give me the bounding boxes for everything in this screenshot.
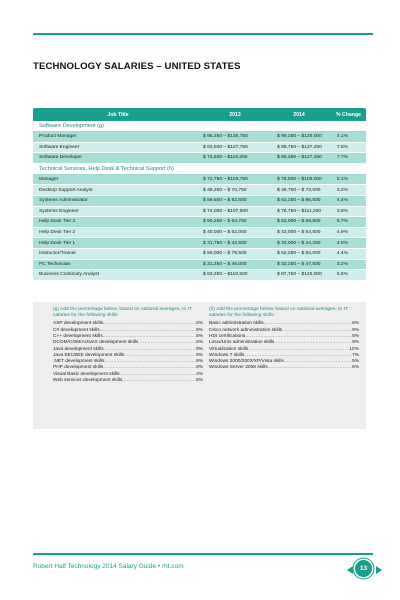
- skill-label: Windows Server 2008 skills: [209, 365, 268, 371]
- job-title-cell: Systems Engineer: [39, 208, 79, 214]
- percent-change-cell: 5.5%: [336, 272, 348, 278]
- salary-2014-cell: $ 99,250 – $136,000: [277, 134, 322, 140]
- skill-label: C# development skills: [53, 327, 100, 333]
- skill-percentage: 5%: [352, 359, 359, 365]
- skill-premium-item: [209, 365, 359, 371]
- skill-label: Windows 2000/2003/XP/Vista skills: [209, 359, 284, 365]
- percent-change-cell: 4.4%: [336, 251, 348, 257]
- support-skills-intro: (h) Add the percentage below, based on national averages, to IT salaries for the following skills:: [209, 307, 348, 319]
- salary-2013-cell: $ 72,750 – $103,750: [203, 177, 248, 183]
- skill-label: Web services development skills: [53, 378, 123, 384]
- skill-percentage: 9%: [196, 327, 203, 333]
- percent-change-cell: 5.7%: [336, 219, 348, 225]
- salary-2014-cell: $ 53,000 – $ 68,500: [277, 219, 321, 225]
- salary-table: [33, 108, 366, 281]
- skill-percentage: 9%: [196, 359, 203, 365]
- percent-change-cell: 4.0%: [336, 240, 348, 246]
- percent-change-cell: 4.1%: [336, 134, 348, 140]
- salary-2013-cell: $ 59,500 – $ 92,500: [203, 198, 247, 204]
- skill-premium-item: [53, 378, 203, 384]
- table-row: [33, 153, 366, 164]
- job-title-cell: Help Desk Tier 1: [39, 240, 76, 246]
- salary-2013-cell: $ 74,500 – $119,250: [203, 155, 248, 161]
- table-header: [33, 108, 366, 121]
- skill-percentage: 5%: [196, 334, 203, 339]
- salary-2013-cell: $ 50,250 – $ 64,750: [203, 219, 247, 225]
- page-number: 13: [355, 560, 372, 577]
- skill-percentage: 5%: [352, 321, 359, 327]
- skill-percentage: 8%: [196, 378, 203, 384]
- skill-percentage: 9%: [352, 340, 359, 346]
- skill-label: HDI certifications: [209, 334, 246, 339]
- skill-label: Virtualization skills: [209, 346, 249, 352]
- table-row: [33, 185, 366, 196]
- skill-label: Linux/Unix administration skills: [209, 340, 275, 346]
- salary-2014-cell: $ 49,750 – $ 73,000: [277, 187, 321, 193]
- table-body: [33, 121, 366, 281]
- job-title-cell: Business Continuity Analyst: [39, 272, 100, 278]
- software-skills-notes: [53, 307, 203, 384]
- job-title-cell: Help Desk Tier 2: [39, 230, 76, 236]
- job-title-cell: Software Developer: [39, 155, 82, 161]
- skill-percentage: 5%: [196, 340, 203, 346]
- job-title-cell: Desktop Support Analyst: [39, 187, 93, 193]
- percent-change-cell: 7.5%: [336, 144, 348, 150]
- skills-notes-panel: [33, 302, 366, 429]
- header-change: % Change: [335, 111, 362, 118]
- salary-2013-cell: $ 31,250 – $ 46,000: [203, 261, 247, 267]
- salary-2013-cell: $ 74,000 – $107,500: [203, 208, 248, 214]
- header-2013: 2013: [229, 111, 241, 118]
- table-section-heading: Technical Services, Help Desk & Technical Support (h): [33, 164, 366, 175]
- previous-page-arrow-icon[interactable]: [347, 566, 353, 574]
- skill-label: Visual Basic development skills: [53, 371, 120, 377]
- job-title-cell: PC Technician: [39, 261, 71, 267]
- table-row: [33, 196, 366, 207]
- table-section-heading: Software Development (g): [33, 121, 366, 132]
- skill-label: PHP development skills: [53, 365, 104, 371]
- skill-percentage: 7%: [352, 352, 359, 358]
- skill-label: C++ development skills: [53, 334, 103, 339]
- skill-percentage: 9%: [196, 365, 203, 371]
- table-row: [33, 217, 366, 228]
- job-title-cell: Instructor/Trainer: [39, 251, 77, 257]
- percent-change-cell: 7.7%: [336, 155, 348, 161]
- dot-leader: [122, 378, 196, 384]
- table-row: [33, 260, 366, 271]
- skill-label: ASP development skills: [53, 321, 104, 327]
- salary-2013-cell: $ 50,000 – $ 78,500: [203, 251, 247, 257]
- dot-leader: [268, 365, 352, 371]
- skill-percentage: 6%: [352, 365, 359, 371]
- salary-2013-cell: $ 95,250 – $135,750: [203, 134, 248, 140]
- skill-percentage: 9%: [196, 352, 203, 358]
- skill-label: Java EE/J2EE development skills: [53, 352, 125, 358]
- salary-2014-cell: $ 52,250 – $ 82,000: [277, 251, 321, 257]
- skill-label: DCOM/COM/ActiveX development skills: [53, 340, 139, 346]
- table-row: [33, 175, 366, 186]
- salary-2014-cell: $ 32,250 – $ 47,500: [277, 261, 321, 267]
- salary-2013-cell: $ 48,250 – $ 70,750: [203, 187, 247, 193]
- table-row: [33, 207, 366, 218]
- skill-label: Java development skills: [53, 346, 104, 352]
- percent-change-cell: 3.2%: [336, 187, 348, 193]
- header-2014: 2014: [293, 111, 305, 118]
- salary-2014-cell: $ 76,500 – $109,000: [277, 177, 322, 183]
- skill-label: Cisco network administration skills: [209, 327, 283, 333]
- footer-text: Robert Half Technology 2014 Salary Guide • rht.com: [33, 563, 184, 570]
- percent-change-cell: 5.1%: [336, 177, 348, 183]
- table-row: [33, 249, 366, 260]
- header-job-title: Job Title: [107, 111, 129, 118]
- skill-percentage: 4%: [196, 371, 203, 377]
- software-skills-list: [53, 321, 203, 384]
- job-title-cell: Systems Administrator: [39, 198, 88, 204]
- skill-label: Basic administration skills: [209, 321, 264, 327]
- skill-percentage: 5%: [352, 334, 359, 339]
- salary-2014-cell: $ 80,250 – $127,250: [277, 155, 322, 161]
- salary-2013-cell: $ 31,750 – $ 42,500: [203, 240, 247, 246]
- percent-change-cell: 4.9%: [336, 230, 348, 236]
- skill-label: Windows 7 skills: [209, 352, 245, 358]
- job-title-cell: Help Desk Tier 3: [39, 219, 76, 225]
- salary-2014-cell: $ 33,000 – $ 44,250: [277, 240, 321, 246]
- software-skills-intro: (g) Add the percentage below, based on national averages, to IT salaries for the following skills:: [53, 307, 192, 319]
- table-row: [33, 228, 366, 239]
- salary-2013-cell: $ 40,000 – $ 52,000: [203, 230, 247, 236]
- percent-change-cell: 3.2%: [336, 261, 348, 267]
- skill-percentage: 9%: [352, 327, 359, 333]
- support-skills-list: [209, 321, 359, 371]
- job-title-cell: Manager: [39, 177, 59, 183]
- skill-percentage: 10%: [349, 346, 359, 352]
- support-skills-notes: [209, 307, 359, 372]
- salary-2014-cell: $ 42,000 – $ 54,500: [277, 230, 321, 236]
- salary-2014-cell: $ 87,750 – $125,000: [277, 272, 322, 278]
- table-row: [33, 238, 366, 249]
- salary-2013-cell: $ 83,250 – $118,500: [203, 272, 248, 278]
- bottom-divider: [33, 553, 373, 555]
- next-page-arrow-icon[interactable]: [376, 566, 382, 574]
- top-divider: [33, 33, 373, 35]
- salary-2014-cell: $ 76,750 – $111,250: [277, 208, 322, 214]
- table-row: [33, 132, 366, 143]
- job-title-cell: Software Engineer: [39, 144, 80, 150]
- percent-change-cell: 3.6%: [336, 208, 348, 214]
- salary-2013-cell: $ 83,500 – $127,750: [203, 144, 248, 150]
- skill-label: .NET development skills: [53, 359, 105, 365]
- salary-2014-cell: $ 89,750 – $137,250: [277, 144, 322, 150]
- job-title-cell: Product Manager: [39, 134, 77, 140]
- percent-change-cell: 4.4%: [336, 198, 348, 204]
- page-title: TECHNOLOGY SALARIES – UNITED STATES: [33, 61, 241, 72]
- skill-percentage: 9%: [196, 346, 203, 352]
- table-row: [33, 270, 366, 281]
- table-row: [33, 143, 366, 154]
- skill-percentage: 5%: [196, 321, 203, 327]
- salary-2014-cell: $ 62,250 – $ 96,500: [277, 198, 321, 204]
